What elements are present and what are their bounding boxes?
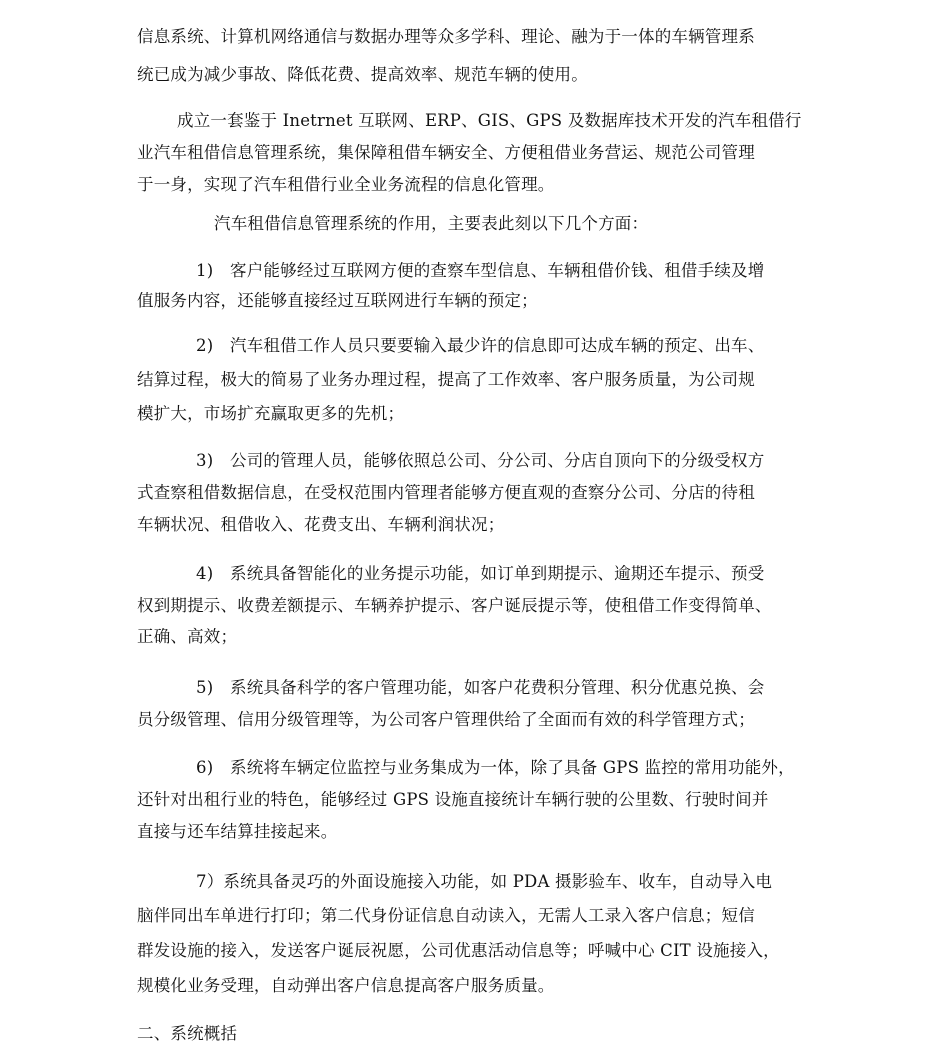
text-line: 模扩大，市场扩充赢取更多的先机； (137, 404, 405, 423)
list-item-6: 6) 系统将车辆定位监控与业务集成为一体，除了具备 GPS 监控的常用功能外， (196, 758, 795, 777)
text-line: 式查察租借数据信息，在受权范围内管理者能够方便直观的查察分公司、分店的待租 (137, 483, 755, 502)
list-item-2: 2) 汽车租借工作人员只要要输入最少许的信息即可达成车辆的预定、出车、 (196, 336, 765, 355)
section-heading: 二、系统概括 (137, 1024, 238, 1043)
list-item-7: 7）系统具备灵巧的外面设施接入功能，如 PDA 摄影验车、收车，自动导入电 (196, 872, 773, 891)
text-line: 信息系统、计算机网络通信与数据办理等众多学科、理论、融为于一体的车辆管理系 (137, 27, 755, 46)
text-line: 员分级管理、信用分级管理等，为公司客户管理供给了全面而有效的科学管理方式； (137, 710, 755, 729)
text-line: 还针对出租行业的特色，能够经过 GPS 设施直接统计车辆行驶的公里数、行驶时间并 (137, 790, 769, 809)
text-line: 规模化业务受理，自动弹出客户信息提高客户服务质量。 (137, 976, 555, 995)
text-line: 成立一套鉴于 Inetrnet 互联网、ERP、GIS、GPS 及数据库技术开发的汽车租借行 (177, 111, 802, 130)
text-line: 脑伴同出车单进行打印；第二代身份证信息自动读入，无需人工录入客户信息；短信 (137, 906, 755, 925)
text-line: 车辆状况、租借收入、花费支出、车辆利润状况； (137, 515, 505, 534)
text-line: 业汽车租借信息管理系统，集保障租借车辆安全、方便租借业务营运、规范公司管理 (137, 143, 755, 162)
text-line: 权到期提示、收费差额提示、车辆养护提示、客户诞辰提示等，使租借工作变得简单、 (137, 596, 772, 615)
text-line: 正确、高效； (137, 627, 238, 646)
text-line: 于一身，实现了汽车租借行业全业务流程的信息化管理。 (137, 175, 555, 194)
list-item-1: 1) 客户能够经过互联网方便的查察车型信息、车辆租借价钱、租借手续及增 (196, 261, 765, 280)
text-line: 直接与还车结算挂接起来。 (137, 822, 338, 841)
list-item-5: 5) 系统具备科学的客户管理功能，如客户花费积分管理、积分优惠兑换、会 (196, 678, 765, 697)
text-line: 结算过程，极大的简易了业务办理过程，提高了工作效率、客户服务质量，为公司规 (137, 370, 755, 389)
text-line: 统已成为减少事故、降低花费、提高效率、规范车辆的使用。 (137, 65, 588, 84)
list-item-4: 4) 系统具备智能化的业务提示功能，如订单到期提示、逾期还车提示、预受 (196, 564, 765, 583)
text-line: 群发设施的接入，发送客户诞辰祝愿，公司优惠活动信息等；呼喊中心 CIT 设施接入， (137, 941, 780, 960)
text-line: 值服务内容，还能够直接经过互联网进行车辆的预定； (137, 291, 538, 310)
list-item-3: 3) 公司的管理人员，能够依照总公司、分公司、分店自顶向下的分级受权方 (196, 451, 765, 470)
section-intro: 汽车租借信息管理系统的作用，主要表此刻以下几个方面： (214, 214, 649, 233)
